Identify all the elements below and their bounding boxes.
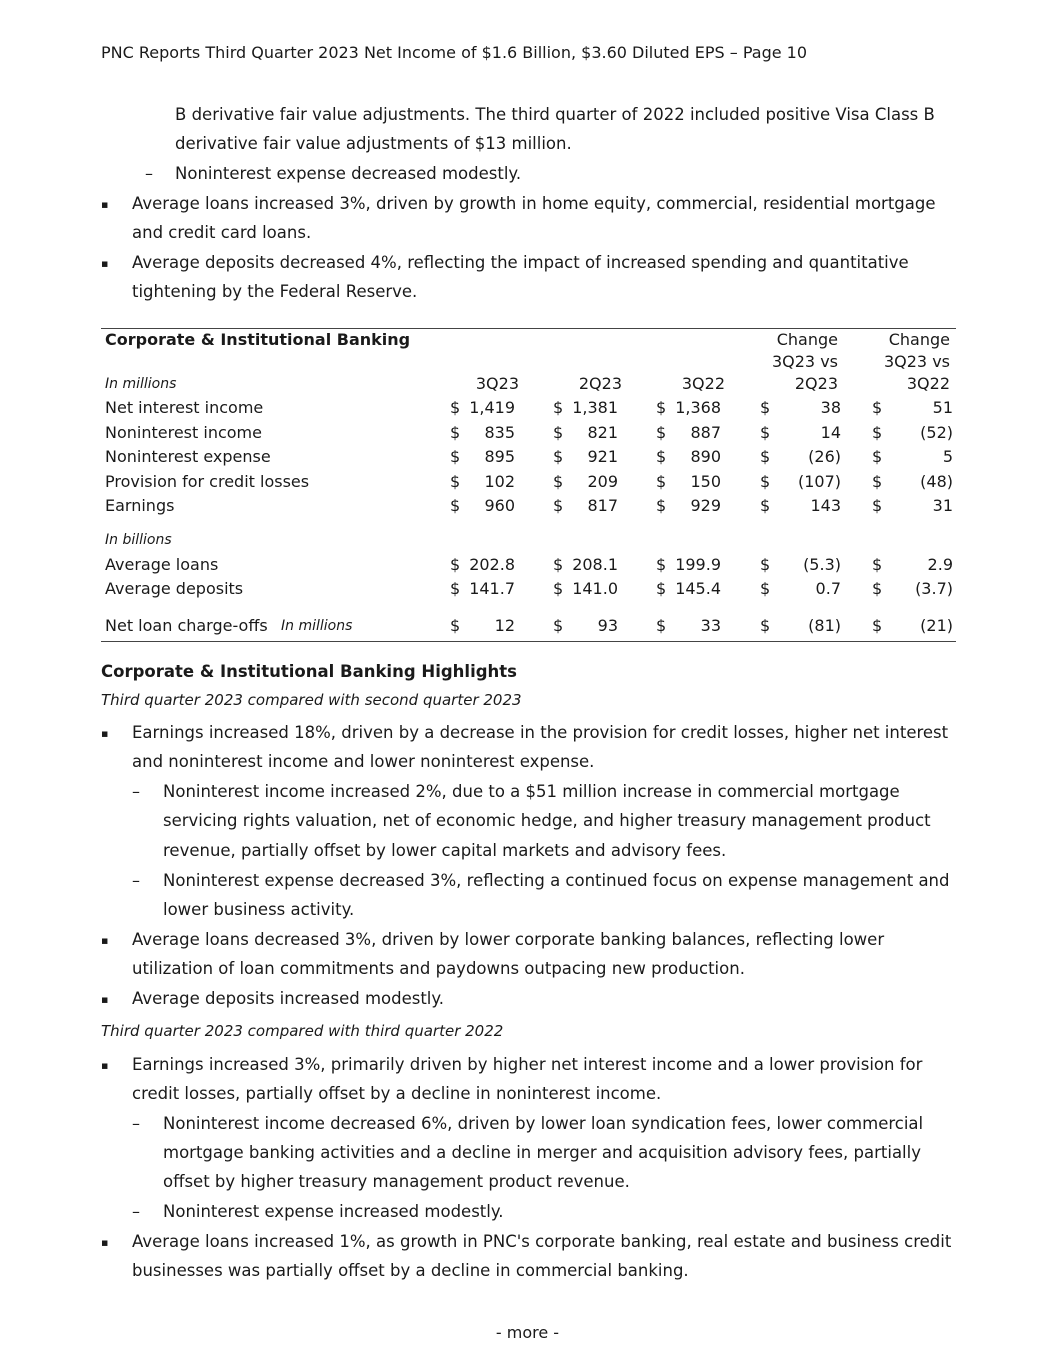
yoy-noninterest-income-cont: mortgage banking activities and a decline in merger and acquisition advisory fees, partially: [163, 1143, 921, 1162]
currency-symbol: $: [656, 579, 667, 598]
currency-symbol: $: [656, 555, 667, 574]
bullet-marker: ▪: [101, 1236, 109, 1249]
qoq-noninterest-income-cont: revenue, partially offset by lower capital markets and advisory fees.: [163, 841, 727, 860]
bullet-marker: ▪: [101, 198, 109, 211]
table-cell: (107): [797, 472, 841, 491]
currency-symbol: $: [553, 555, 564, 574]
table-cell: 199.9: [675, 555, 721, 574]
intro-continuation-line: B derivative fair value adjustments. The third quarter of 2022 included positive Visa Class B: [175, 105, 935, 124]
qoq-average-loans: Average loans decreased 3%, driven by lower corporate banking balances, reflecting lower: [132, 930, 885, 949]
table-cell: (5.3): [803, 555, 841, 574]
table-bottom-rule: [101, 641, 956, 642]
page-header: PNC Reports Third Quarter 2023 Net Income of $1.6 Billion, $3.60 Diluted EPS – Page 10: [101, 43, 808, 62]
page-footer: - more -: [495, 1323, 560, 1342]
currency-symbol: $: [450, 579, 461, 598]
currency-symbol: $: [872, 472, 883, 491]
currency-symbol: $: [872, 616, 883, 635]
table-row-label: Noninterest income: [105, 423, 262, 442]
table-cell: 835: [484, 423, 515, 442]
currency-symbol: $: [760, 496, 771, 515]
table-cell: (21): [920, 616, 953, 635]
change-header: Change: [776, 330, 838, 349]
intro-dash-item: Noninterest expense decreased modestly.: [175, 164, 522, 183]
table-cell: 887: [690, 423, 721, 442]
currency-symbol: $: [760, 398, 771, 417]
intro-bullet-loans: Average loans increased 3%, driven by growth in home equity, commercial, residential mortgage: [132, 194, 936, 213]
bullet-marker: ▪: [101, 1059, 109, 1072]
currency-symbol: $: [760, 579, 771, 598]
currency-symbol: $: [656, 398, 667, 417]
currency-symbol: $: [553, 398, 564, 417]
table-cell: 2.9: [927, 555, 953, 574]
table-cell: 143: [810, 496, 841, 515]
currency-symbol: $: [656, 472, 667, 491]
currency-symbol: $: [553, 496, 564, 515]
currency-symbol: $: [872, 579, 883, 598]
table-cell: 14: [820, 423, 841, 442]
unit-label-millions: In millions: [105, 376, 177, 392]
yoy-average-loans: Average loans increased 1%, as growth in PNC's corporate banking, real estate and business credit: [132, 1232, 952, 1251]
table-cell: 1,419: [469, 398, 515, 417]
table-cell: (3.7): [915, 579, 953, 598]
currency-symbol: $: [450, 616, 461, 635]
qoq-noninterest-expense: Noninterest expense decreased 3%, reflecting a continued focus on expense management and: [163, 871, 950, 890]
table-top-rule: [101, 328, 956, 329]
column-header: 2Q23: [578, 374, 622, 393]
currency-symbol: $: [656, 496, 667, 515]
yoy-earnings: Earnings increased 3%, primarily driven by higher net interest income and a lower provision for: [132, 1055, 923, 1074]
table-cell: 31: [932, 496, 953, 515]
currency-symbol: $: [553, 616, 564, 635]
qoq-noninterest-income-cont: servicing rights valuation, net of economic hedge, and higher treasury management product: [163, 811, 931, 830]
yoy-average-loans-cont: businesses was partially offset by a decline in commercial banking.: [132, 1261, 689, 1280]
dash-marker: –: [132, 1114, 140, 1133]
yoy-noninterest-expense: Noninterest expense increased modestly.: [163, 1202, 504, 1221]
table-row-label: Average loans: [105, 555, 219, 574]
currency-symbol: $: [553, 579, 564, 598]
column-header: 3Q22: [681, 374, 725, 393]
table-cell: 102: [484, 472, 515, 491]
currency-symbol: $: [872, 447, 883, 466]
table-cell: 1,381: [572, 398, 618, 417]
dash-marker: –: [145, 164, 153, 183]
currency-symbol: $: [450, 423, 461, 442]
qoq-average-loans-cont: utilization of loan commitments and paydowns outpacing new production.: [132, 959, 745, 978]
currency-symbol: $: [760, 472, 771, 491]
table-cell: 209: [587, 472, 618, 491]
currency-symbol: $: [450, 447, 461, 466]
intro-bullet-deposits: Average deposits decreased 4%, reflecting the impact of increased spending and quantitative: [132, 253, 909, 272]
dash-marker: –: [132, 1202, 140, 1221]
table-cell: 895: [484, 447, 515, 466]
unit-label-billions: In billions: [105, 532, 172, 548]
table-cell: (48): [920, 472, 953, 491]
table-cell: 890: [690, 447, 721, 466]
yoy-noninterest-income-cont: offset by higher treasury management product revenue.: [163, 1172, 630, 1191]
change-vs-header: 3Q23 vs: [883, 352, 950, 371]
table-cell: (81): [808, 616, 841, 635]
table-cell: 1,368: [675, 398, 721, 417]
currency-symbol: $: [553, 447, 564, 466]
table-cell: (26): [808, 447, 841, 466]
qoq-earnings-cont: and noninterest income and lower noninterest expense.: [132, 752, 595, 771]
table-cell: 141.0: [572, 579, 618, 598]
currency-symbol: $: [760, 555, 771, 574]
bullet-marker: ▪: [101, 993, 109, 1006]
currency-symbol: $: [553, 472, 564, 491]
table-row-label: Net loan charge-offs: [105, 616, 268, 635]
table-cell: 51: [932, 398, 953, 417]
intro-continuation-line: derivative fair value adjustments of $13 million.: [175, 134, 572, 153]
currency-symbol: $: [872, 423, 883, 442]
table-cell: 208.1: [572, 555, 618, 574]
table-row-label: Earnings: [105, 496, 175, 515]
currency-symbol: $: [450, 398, 461, 417]
currency-symbol: $: [872, 555, 883, 574]
table-cell: 929: [690, 496, 721, 515]
bullet-marker: ▪: [101, 727, 109, 740]
currency-symbol: $: [450, 555, 461, 574]
currency-symbol: $: [872, 398, 883, 417]
table-cell: 12: [494, 616, 515, 635]
table-row-label: Net interest income: [105, 398, 264, 417]
currency-symbol: $: [450, 496, 461, 515]
intro-bullet-loans-cont: and credit card loans.: [132, 223, 312, 242]
qoq-average-deposits: Average deposits increased modestly.: [132, 989, 445, 1008]
currency-symbol: $: [760, 447, 771, 466]
column-header: 3Q22: [906, 374, 950, 393]
qoq-noninterest-expense-cont: lower business activity.: [163, 900, 355, 919]
currency-symbol: $: [760, 423, 771, 442]
change-vs-header: 3Q23 vs: [771, 352, 838, 371]
table-row-label: Provision for credit losses: [105, 472, 310, 491]
column-header: 3Q23: [475, 374, 519, 393]
bullet-marker: ▪: [101, 257, 109, 270]
highlights-title: Corporate & Institutional Banking Highlights: [101, 662, 517, 681]
table-cell: 33: [700, 616, 721, 635]
qoq-noninterest-income: Noninterest income increased 2%, due to a $51 million increase in commercial mortgage: [163, 782, 900, 801]
dash-marker: –: [132, 782, 140, 801]
yoy-noninterest-income: Noninterest income decreased 6%, driven by lower loan syndication fees, lower commercial: [163, 1114, 924, 1133]
table-cell: 145.4: [675, 579, 721, 598]
table-cell: 202.8: [469, 555, 515, 574]
table-cell: 141.7: [469, 579, 515, 598]
currency-symbol: $: [872, 496, 883, 515]
currency-symbol: $: [656, 423, 667, 442]
bullet-marker: ▪: [101, 934, 109, 947]
yoy-earnings-cont: credit losses, partially offset by a decline in noninterest income.: [132, 1084, 662, 1103]
dash-marker: –: [132, 871, 140, 890]
change-header: Change: [888, 330, 950, 349]
table-cell: 821: [587, 423, 618, 442]
qoq-earnings: Earnings increased 18%, driven by a decrease in the provision for credit losses, higher net interest: [132, 723, 949, 742]
table-cell: 921: [587, 447, 618, 466]
table-row-label: Average deposits: [105, 579, 244, 598]
table-cell: 5: [942, 447, 953, 466]
currency-symbol: $: [553, 423, 564, 442]
column-header: 2Q23: [794, 374, 838, 393]
table-cell: 150: [690, 472, 721, 491]
table-title: Corporate & Institutional Banking: [105, 330, 411, 349]
currency-symbol: $: [760, 616, 771, 635]
table-cell: 0.7: [815, 579, 841, 598]
currency-symbol: $: [656, 616, 667, 635]
table-cell: 960: [484, 496, 515, 515]
table-cell: 817: [587, 496, 618, 515]
intro-bullet-deposits-cont: tightening by the Federal Reserve.: [132, 282, 418, 301]
table-cell: 93: [597, 616, 618, 635]
table-cell: 38: [820, 398, 841, 417]
currency-symbol: $: [656, 447, 667, 466]
currency-symbol: $: [450, 472, 461, 491]
highlights-subtitle-qoq: Third quarter 2023 compared with second quarter 2023: [101, 691, 522, 709]
highlights-subtitle-yoy: Third quarter 2023 compared with third quarter 2022: [101, 1022, 504, 1040]
table-cell: (52): [920, 423, 953, 442]
nco-unit-label: In millions: [281, 618, 353, 634]
table-row-label: Noninterest expense: [105, 447, 271, 466]
